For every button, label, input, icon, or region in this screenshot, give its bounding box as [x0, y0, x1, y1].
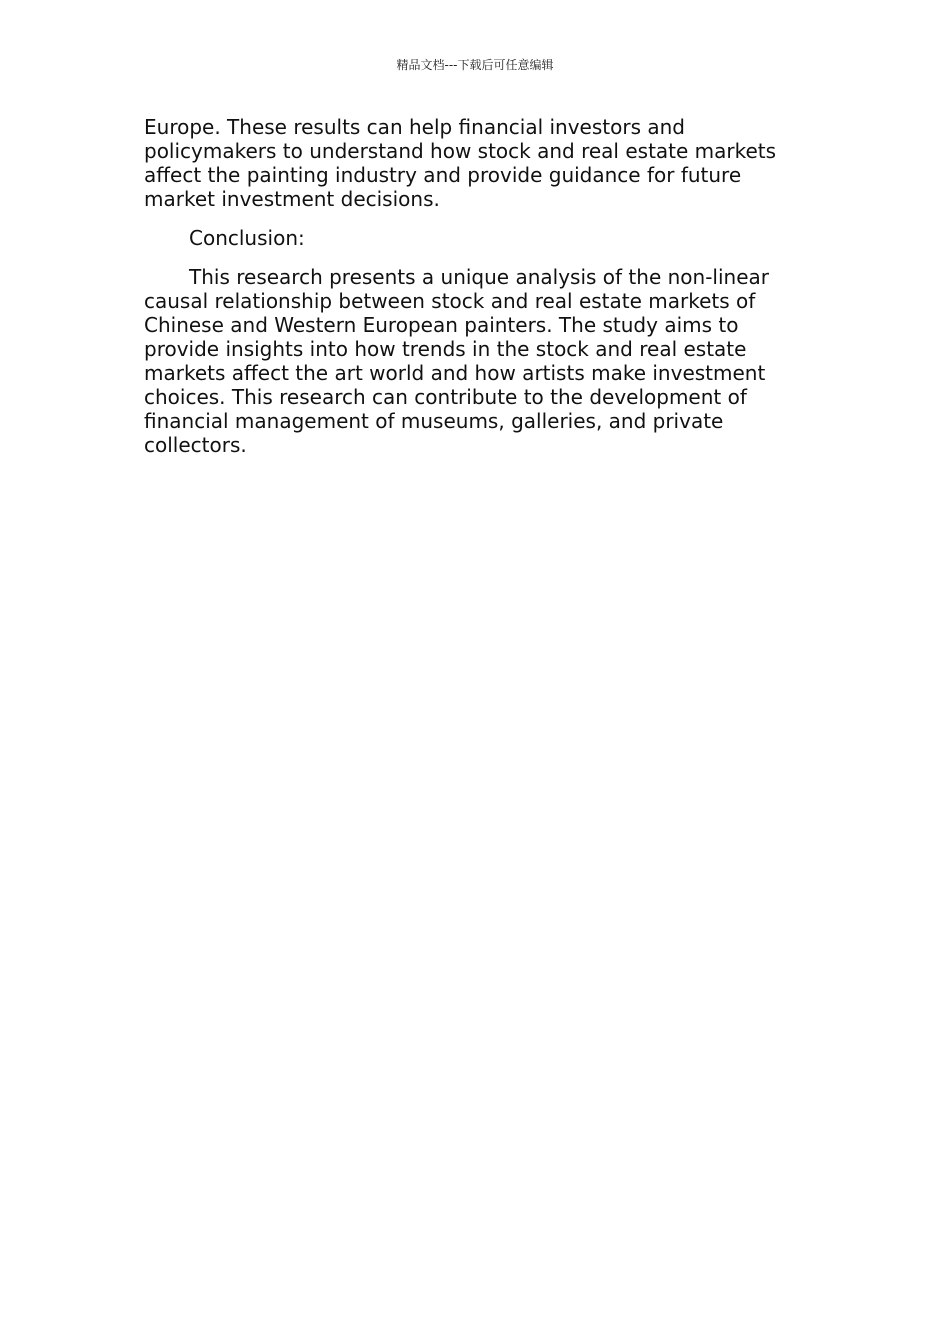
- heading-text: Conclusion:: [189, 226, 305, 250]
- text-line: collectors.: [144, 433, 247, 457]
- text-line: affect the painting industry and provide guidance for future: [144, 163, 742, 187]
- text-line: This research presents a unique analysis of the non-linear: [189, 265, 769, 289]
- section-heading-conclusion: [144, 226, 814, 250]
- paragraph-conclusion: [144, 265, 814, 457]
- text-line: market investment decisions.: [144, 187, 440, 211]
- text-line: financial management of museums, galleries, and private: [144, 409, 724, 433]
- text-line: markets affect the art world and how artists make investment: [144, 361, 766, 385]
- text-line: Europe. These results can help financial investors and: [144, 115, 685, 139]
- page-header: 精品文档---下载后可任意编辑: [396, 58, 554, 72]
- text-line: choices. This research can contribute to the development of: [144, 385, 747, 409]
- paragraph-continuation: [144, 115, 814, 211]
- text-line: provide insights into how trends in the stock and real estate: [144, 337, 747, 361]
- text-line: Chinese and Western European painters. The study aims to: [144, 313, 739, 337]
- text-line: policymakers to understand how stock and real estate markets: [144, 139, 777, 163]
- text-line: causal relationship between stock and real estate markets of: [144, 289, 756, 313]
- document-body: [144, 115, 814, 472]
